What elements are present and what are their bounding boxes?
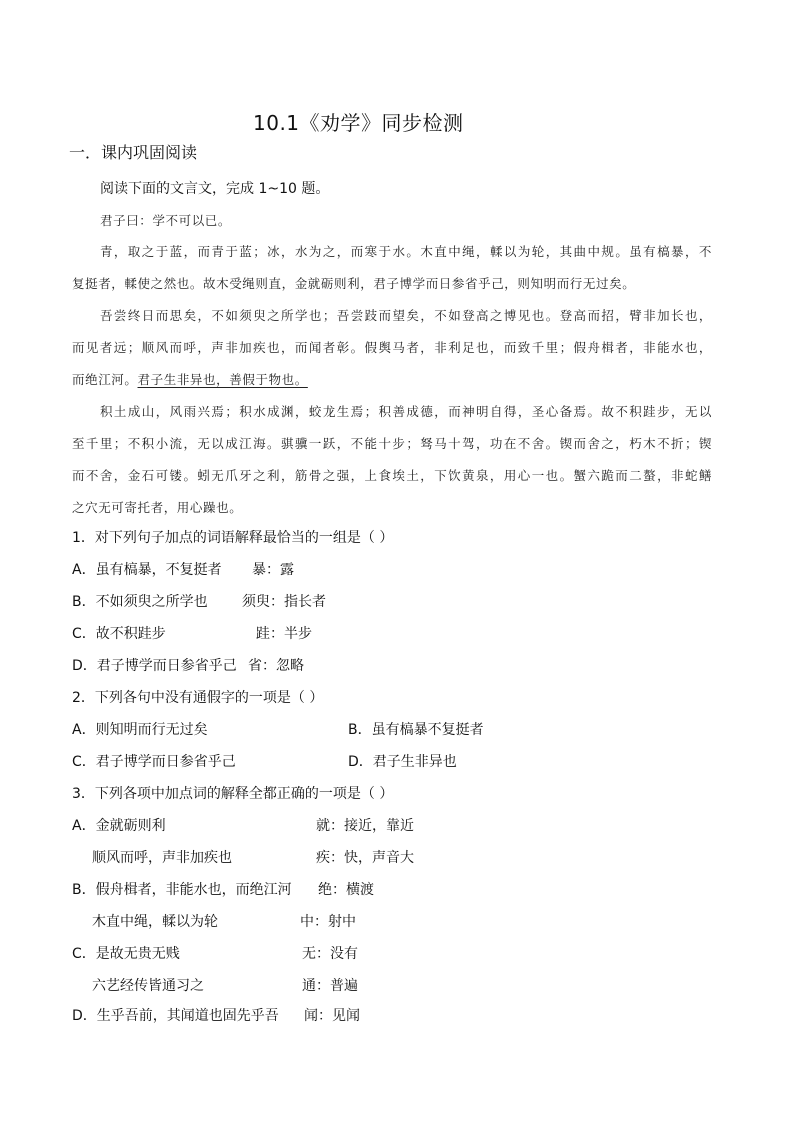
passage-line: 积土成山，风雨兴焉；积水成渊，蛟龙生焉；积善成德，而神明自得，圣心备焉。故不积跬步，无以 [100, 404, 712, 419]
document-title: 10.1《劝学》同步检测 [253, 111, 464, 135]
option-label: A．虽有槁暴，不复挺者 [72, 562, 222, 578]
passage-fragment: 而绝江河。 [72, 372, 138, 387]
passage-line: 之穴无可寄托者，用心躁也。 [72, 500, 243, 515]
passage-line: 而不舍，金石可镂。蚓无爪牙之利，筋骨之强，上食埃土，下饮黄泉，用心一也。蟹六跪而二螯，非蛇鳝 [72, 468, 712, 483]
option-label: A．则知明而行无过矣 [72, 722, 208, 738]
option-label: C．是故无贵无贱 [72, 946, 180, 962]
option-note: 中：射中 [300, 914, 356, 930]
question-stem: 1．对下列句子加点的词语解释最恰当的一组是（ ） [72, 530, 394, 546]
passage-line: 君子曰：学不可以已。 [100, 213, 232, 228]
option-label: D．君子生非异也 [348, 754, 457, 770]
section-heading: 一．课内巩固阅读 [69, 143, 198, 162]
passage-line: 至千里；不积小流，无以成江海。骐骥一跃，不能十步；驽马十驾，功在不舍。锲而舍之，朽木不折；锲 [72, 436, 712, 451]
option-note: 暴：露 [252, 562, 294, 578]
passage-line: 吾尝终日而思矣，不如须臾之所学也；吾尝跂而望矣，不如登高之博见也。登高而招，臂非加长也， [100, 308, 712, 323]
passage-line [72, 370, 308, 388]
option-label: 六艺经传皆通习之 [92, 978, 204, 994]
option-label: 木直中绳，輮以为轮 [92, 914, 218, 930]
option-label: B．假舟楫者，非能水也，而绝江河 [72, 882, 292, 898]
option-note: 省：忽略 [248, 658, 304, 674]
option-label: C．君子博学而日参省乎己 [72, 754, 236, 770]
option-label: 顺风而呼，声非加疾也 [92, 850, 232, 866]
reading-instruction: 阅读下面的文言文，完成 1~10 题。 [100, 181, 330, 197]
passage-line: 青，取之于蓝，而青于蓝；冰，水为之，而寒于水。木直中绳，輮以为轮，其曲中规。虽有槁暴，不 [100, 244, 712, 259]
option-note: 疾：快，声音大 [316, 850, 414, 866]
question-stem: 3．下列各项中加点词的解释全都正确的一项是（ ） [72, 786, 394, 802]
option-label: A．金就砺则利 [72, 818, 166, 834]
question-stem: 2．下列各句中没有通假字的一项是（ ） [72, 690, 324, 706]
option-label: C．故不积跬步 [72, 626, 166, 642]
option-label: D．生乎吾前，其闻道也固先乎吾 [72, 1008, 279, 1024]
option-note: 就：接近，靠近 [316, 818, 414, 834]
option-label: B．虽有槁暴不复挺者 [348, 722, 484, 738]
option-note: 通：普遍 [302, 978, 358, 994]
option-note: 无：没有 [302, 946, 358, 962]
option-note: 绝：横渡 [318, 882, 374, 898]
option-label: D．君子博学而日参省乎己 [72, 658, 237, 674]
option-note: 跬：半步 [256, 626, 312, 642]
passage-line: 复挺者，輮使之然也。故木受绳则直，金就砺则利，君子博学而日参省乎己，则知明而行无过矣。 [72, 276, 636, 291]
option-note: 须臾：指长者 [242, 594, 326, 610]
option-note: 闻：见闻 [304, 1008, 360, 1024]
option-label: B．不如须臾之所学也 [72, 594, 208, 610]
underlined-sentence: 君子生非异也，善假于物也。 [137, 372, 308, 387]
passage-line: 而见者远；顺风而呼，声非加疾也，而闻者彰。假舆马者，非利足也，而致千里；假舟楫者，非能水也， [72, 340, 712, 355]
